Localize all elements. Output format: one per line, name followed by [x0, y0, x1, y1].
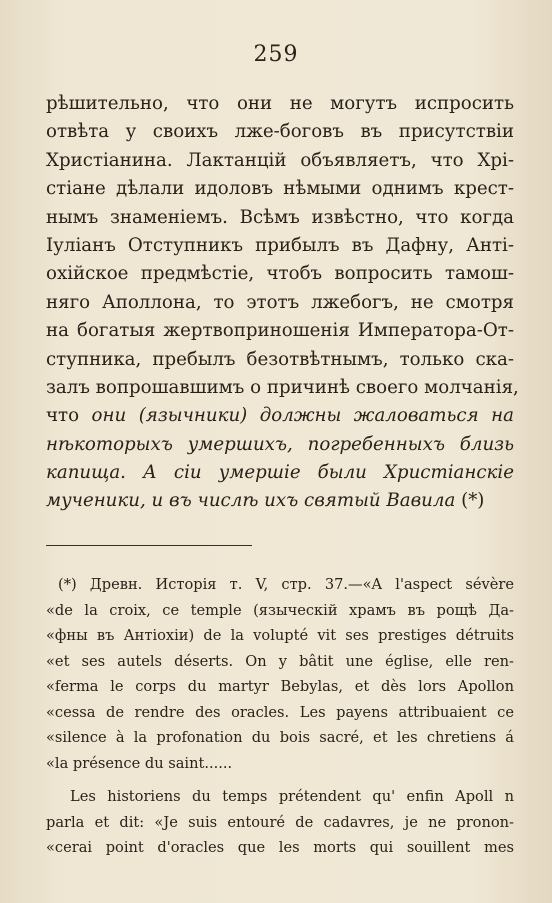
italic-text: мученики, и въ числѣ ихъ святый Вавила — [46, 490, 456, 512]
footnote-line: «de la croix, ce temple (языческій храмъ въ рощѣ Да- — [46, 601, 514, 619]
footnote-line: «ferma le corps du martyr Bebylas, et dès lors Apollon — [46, 678, 514, 695]
italic-text: они (язычники) должны жаловаться на — [91, 405, 514, 427]
footnote-line: «et ses autels déserts. On y bâtit une église, elle ren- — [46, 652, 514, 670]
footnote-line: (*) Древн. Исторія т. V, стр. 37.—«A l'aspect sévère — [58, 576, 514, 593]
text-line-italic — [46, 402, 514, 430]
italic-text: капища. А сіи умершіе были Христіанскіе — [46, 462, 514, 484]
footnote-divider — [46, 545, 252, 546]
text-line-italic — [46, 487, 514, 515]
text-line: охійское предмѣстіе, чтобъ вопросить тамош- — [46, 263, 514, 285]
footnote-marker: (*) — [455, 490, 485, 512]
footnote-line: parla et dit: «Je suis entouré de cadavres, je ne pronon- — [46, 813, 514, 831]
text-line: залъ вопрошавшимъ о причинѣ своего молчанія, — [46, 376, 519, 398]
footnote-line: «silence à la profonation du bois sacré, et les chretiens á — [46, 729, 514, 746]
footnote-line: «cerai point d'oracles que les morts qui souillent mes — [46, 839, 514, 856]
text-line: стіане дѣлали идоловъ нѣмыми однимъ крест- — [46, 178, 514, 200]
text-line: няго Аполлона, то этотъ лжебогъ, не смотря — [46, 291, 514, 313]
footnote-line: «фны въ Антіохіи) de la volupté vit ses prestiges détruits — [46, 627, 514, 644]
footnote-line: «cessa de rendre des oracles. Les payens attribuaient ce — [46, 703, 514, 721]
text-line: рѣшительно, что они не могутъ испросить — [46, 93, 514, 114]
text-line: Христіанина. Лактанцій объявляетъ, что Хрі- — [46, 149, 514, 171]
text-line: нымъ знаменіемъ. Всѣмъ извѣстно, что когда — [46, 206, 514, 228]
text-line: отвѣта у своихъ лже-боговъ въ присутствіи — [46, 121, 514, 143]
text-line: на богатыя жертвоприношенія Императора-От- — [46, 320, 514, 342]
text-line-italic — [46, 431, 514, 459]
footnote-line: Les historiens du temps prétendent qu' enfin Apoll n — [70, 788, 514, 805]
text-line: ступника, пребылъ безотвѣтнымъ, только ска- — [46, 348, 514, 370]
italic-text: нѣкоторыхъ умершихъ, погребенныхъ близь — [46, 433, 514, 455]
paragraph-gap — [46, 776, 514, 784]
footnote — [46, 572, 514, 861]
text-prefix: что — [46, 405, 92, 427]
text-line: Іуліанъ Отступникъ прибылъ въ Дафну, Анті- — [46, 234, 514, 256]
footnote-line: «la présence du saint...... — [46, 754, 233, 772]
page-number: 259 — [253, 42, 299, 67]
main-text — [46, 90, 519, 516]
text-line-italic — [46, 459, 514, 487]
